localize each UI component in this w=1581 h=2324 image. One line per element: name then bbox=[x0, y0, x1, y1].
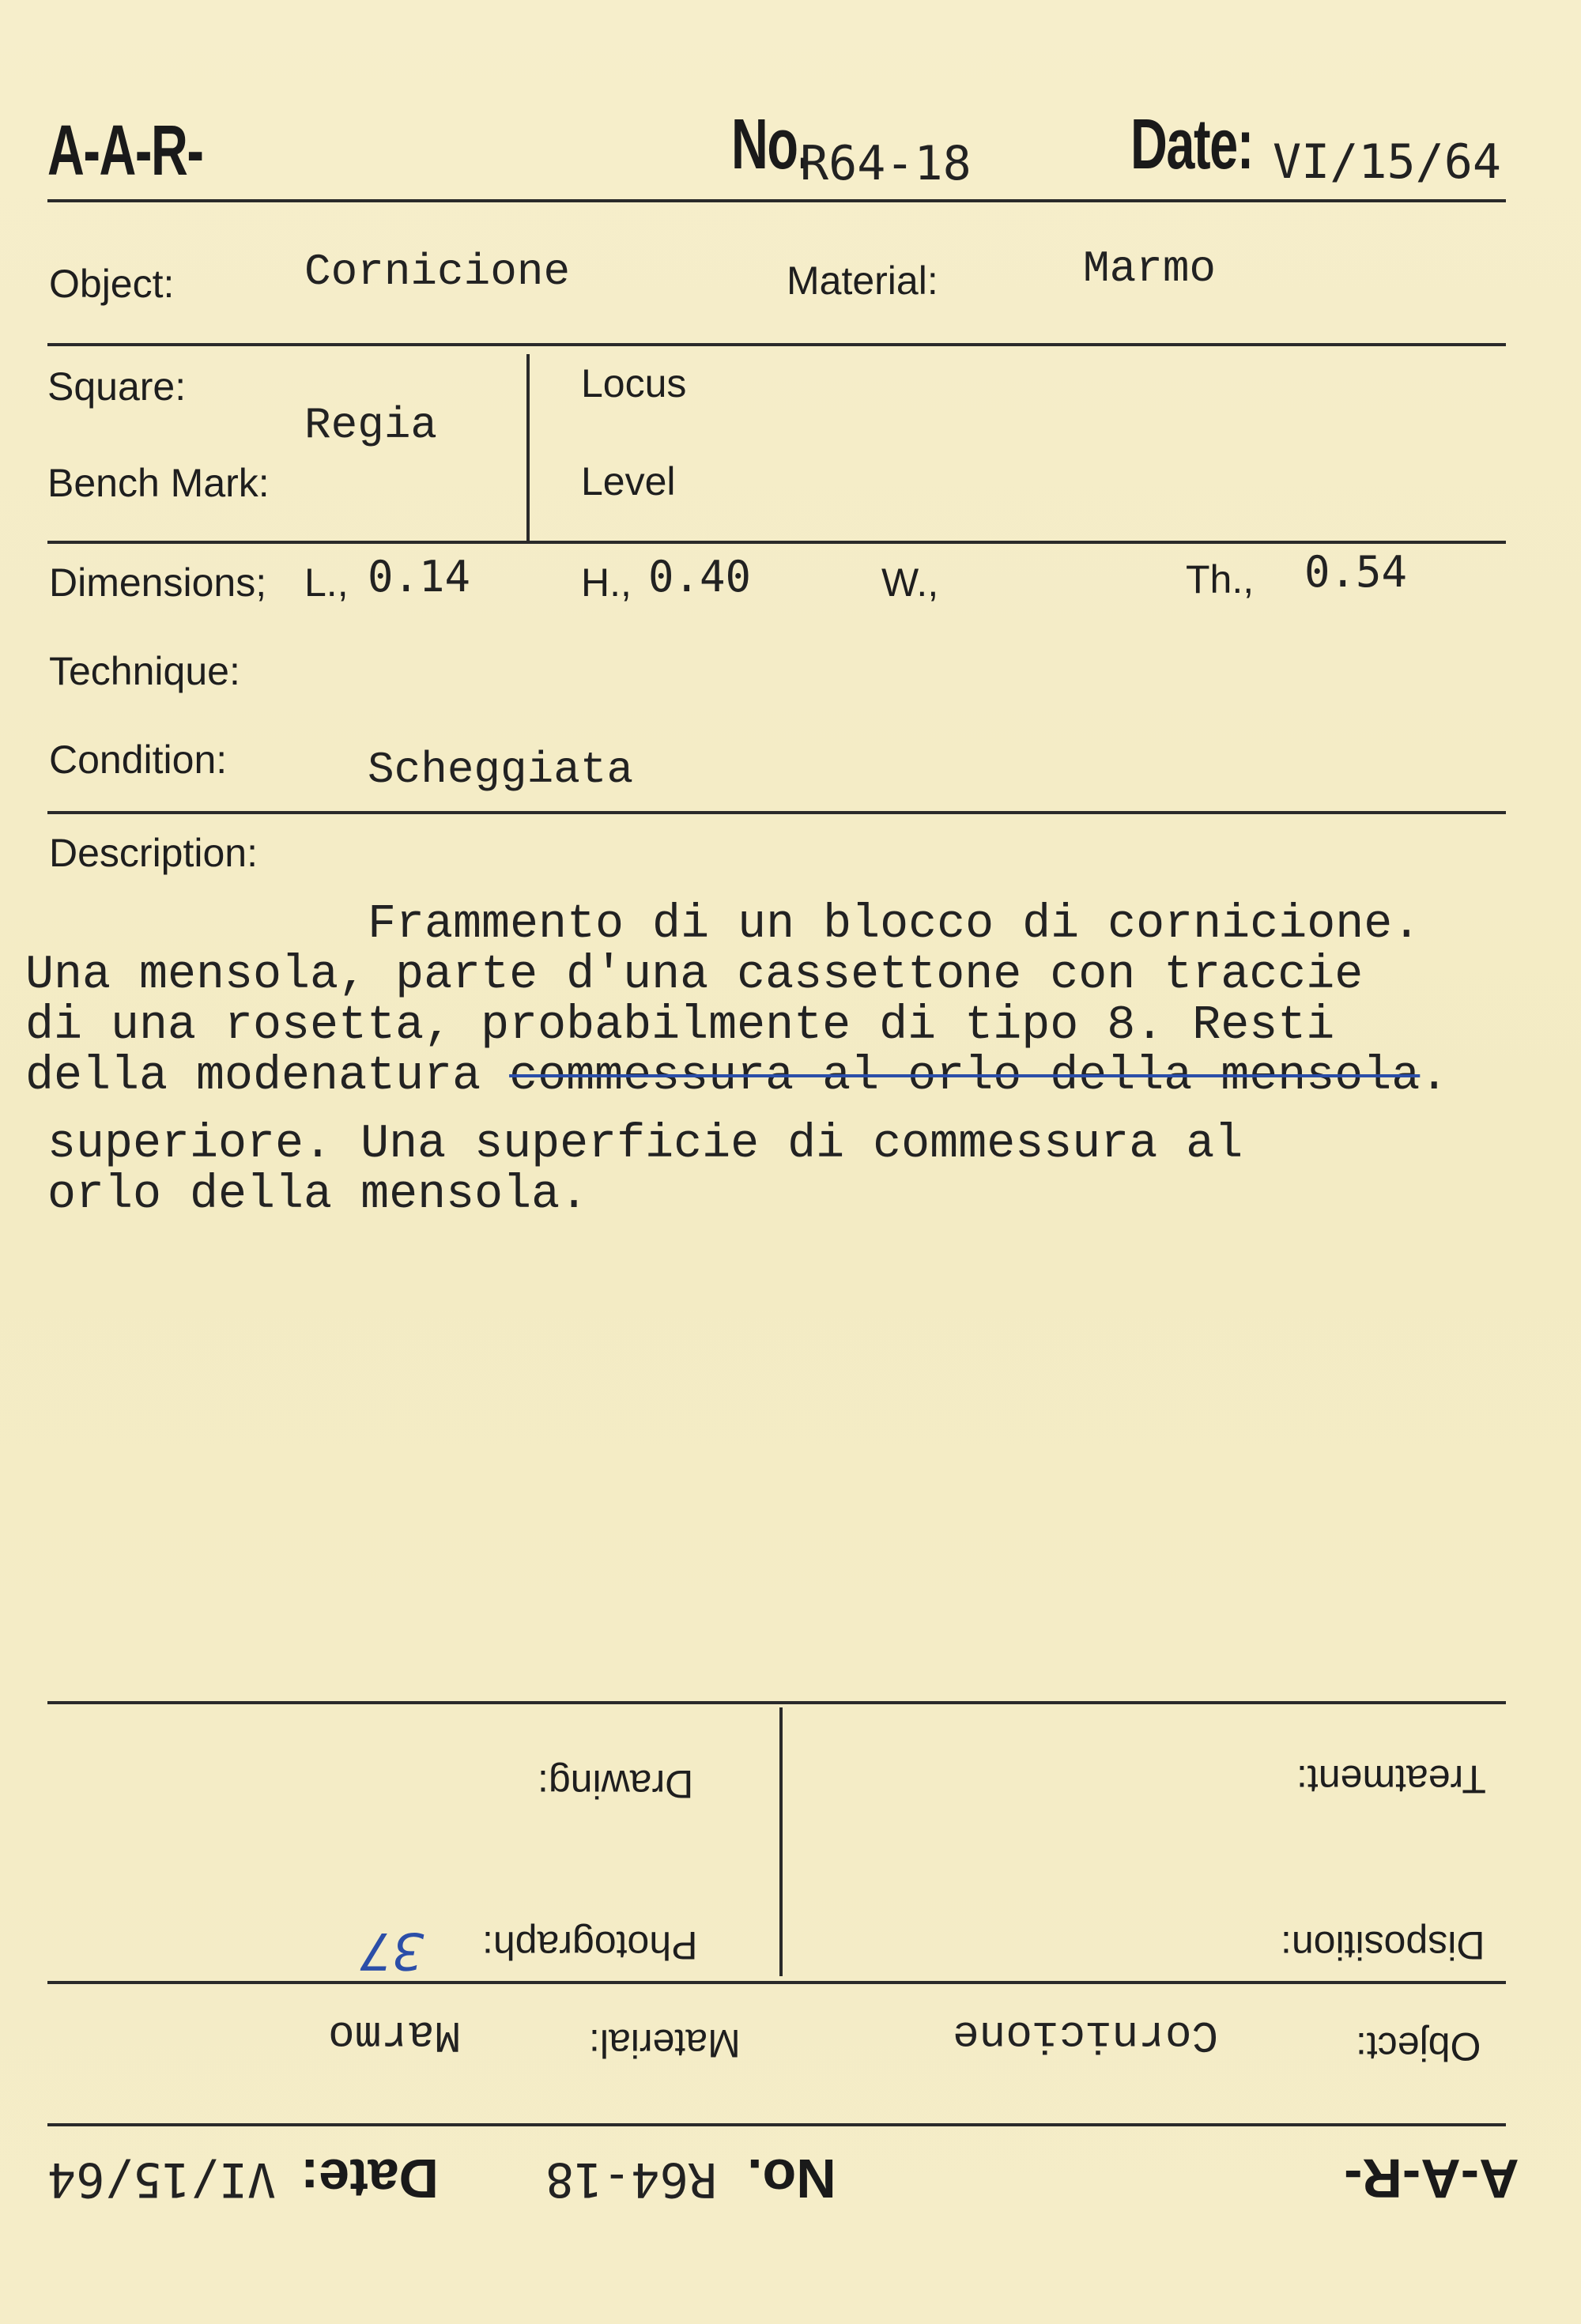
level-label: Level bbox=[581, 459, 676, 504]
divider bbox=[526, 354, 530, 541]
technique-label: Technique: bbox=[49, 649, 240, 693]
disposition-label: Disposition: bbox=[1281, 1923, 1485, 1967]
divider bbox=[47, 1701, 1506, 1704]
photograph-value: 37 bbox=[360, 1921, 424, 1979]
bottom-number-label: No. bbox=[747, 2148, 836, 2209]
struck-text: commessura al orlo della mensola bbox=[509, 1050, 1421, 1104]
divider bbox=[47, 343, 1506, 346]
object-label: Object: bbox=[49, 262, 175, 306]
description-text: della modenatura bbox=[25, 1050, 510, 1104]
description-line: orlo della mensola. bbox=[47, 1168, 589, 1222]
org-code: A-A-R- bbox=[47, 111, 203, 191]
description-text: . bbox=[1420, 1050, 1449, 1104]
locus-label: Locus bbox=[581, 361, 687, 406]
thickness-value: 0.54 bbox=[1304, 547, 1408, 597]
bottom-material-value: Marmo bbox=[328, 2009, 462, 2060]
dimensions-label: Dimensions; bbox=[49, 560, 267, 605]
length-label: L., bbox=[304, 560, 349, 605]
bottom-object-value: Cornicione bbox=[953, 2009, 1219, 2060]
description-line: Frammento di un blocco di cornicione. bbox=[368, 898, 1421, 952]
bottom-date-label: Date: bbox=[300, 2148, 440, 2209]
condition-label: Condition: bbox=[49, 738, 228, 782]
bottom-date-value: VI/15/64 bbox=[47, 2152, 276, 2207]
height-value: 0.40 bbox=[648, 552, 752, 602]
divider bbox=[47, 1981, 1506, 1984]
divider bbox=[47, 2123, 1506, 2126]
number-label: No. bbox=[731, 105, 811, 184]
thickness-label: Th., bbox=[1186, 557, 1255, 602]
width-label: W., bbox=[881, 560, 939, 605]
bottom-number-value: R64-18 bbox=[545, 2152, 717, 2207]
divider bbox=[47, 541, 1506, 544]
divider bbox=[779, 1707, 783, 1976]
divider bbox=[47, 811, 1506, 814]
description-line: superiore. Una superficie di commessura al bbox=[47, 1118, 1243, 1171]
square-value: Regia bbox=[304, 400, 438, 451]
treatment-label: Treatment: bbox=[1296, 1757, 1486, 1801]
bench-mark-label: Bench Mark: bbox=[47, 461, 270, 505]
object-value: Cornicione bbox=[304, 247, 571, 297]
description-label: Description: bbox=[49, 831, 258, 875]
length-value: 0.14 bbox=[368, 552, 471, 602]
description-line: di una rosetta, probabilmente di tipo 8. Resti bbox=[25, 999, 1335, 1053]
description-line: Una mensola, parte d'una cassettone con traccie bbox=[25, 949, 1364, 1002]
condition-value: Scheggiata bbox=[368, 745, 634, 795]
number-value: R64-18 bbox=[800, 136, 972, 191]
description-line bbox=[25, 1051, 1448, 1102]
drawing-label: Drawing: bbox=[538, 1762, 694, 1806]
date-label: Date: bbox=[1130, 105, 1253, 184]
photograph-label: Photograph: bbox=[482, 1923, 698, 1967]
bottom-org-code: A-A-R- bbox=[1344, 2148, 1519, 2209]
date-value: VI/15/64 bbox=[1273, 134, 1501, 190]
height-label: H., bbox=[581, 560, 632, 605]
bottom-material-label: Material: bbox=[589, 2021, 741, 2066]
divider bbox=[47, 199, 1506, 202]
square-label: Square: bbox=[47, 364, 187, 409]
bottom-object-label: Object: bbox=[1356, 2024, 1481, 2069]
material-value: Marmo bbox=[1083, 243, 1217, 294]
material-label: Material: bbox=[787, 258, 938, 303]
